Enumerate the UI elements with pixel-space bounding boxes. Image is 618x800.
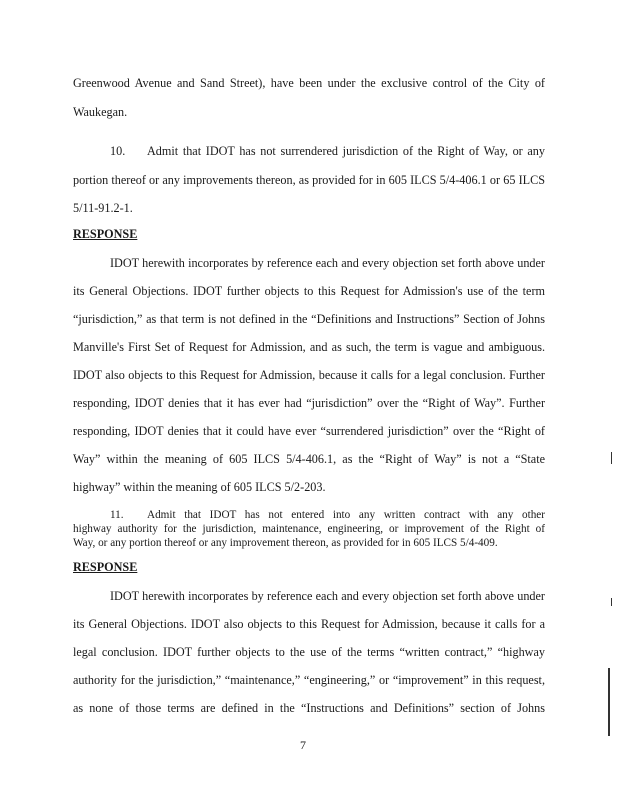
request-number-11: 11. — [110, 509, 124, 521]
body-text-line: Waukegan. — [73, 105, 128, 119]
response-text-line: its General Objections. IDOT further objects to this Request for Admission's use of the term — [73, 284, 545, 298]
request-number-10: 10. — [110, 144, 126, 158]
page-number: 7 — [300, 738, 306, 752]
response-text-line: IDOT herewith incorporates by reference each and every objection set forth above under — [110, 256, 545, 270]
response-text-line: its General Objections. IDOT also objects to this Request for Admission, because it calls for a — [73, 617, 545, 631]
request-11-text: highway authority for the jurisdiction, maintenance, engineering, or improvement of the Right of — [73, 523, 545, 535]
request-10-text: Admit that IDOT has not surrendered jurisdiction of the Right of Way, or any — [147, 144, 545, 158]
response-text-line: as none of those terms are defined in the “Instructions and Definitions” section of Johns — [73, 701, 545, 715]
response-text-line: legal conclusion. IDOT further objects to the use of the terms “written contract,” “highway — [73, 645, 545, 659]
request-10-text: portion thereof or any improvements thereon, as provided for in 605 ILCS 5/4-406.1 or 65 ILCS — [73, 173, 545, 187]
request-10-text: 5/11-91.2-1. — [73, 201, 133, 215]
request-11-text: Admit that IDOT has not entered into any written contract with any other — [147, 509, 545, 521]
response-text-line: IDOT herewith incorporates by reference each and every objection set forth above under — [110, 589, 545, 603]
response-text-line: responding, IDOT denies that it could have ever “surrendered jurisdiction” over the “Right of — [73, 424, 545, 438]
response-heading: RESPONSE — [73, 560, 138, 574]
response-heading: RESPONSE — [73, 227, 138, 241]
scan-margin-mark — [611, 598, 612, 606]
response-text-line: authority for the jurisdiction,” “maintenance,” “engineering,” or “improvement” in this request, — [73, 673, 545, 687]
scan-margin-mark — [608, 668, 610, 736]
response-text-line: highway” within the meaning of 605 ILCS 5/2-203. — [73, 480, 326, 494]
scan-margin-mark — [611, 452, 612, 464]
response-text-line: responding, IDOT denies that it has ever had “jurisdiction” over the “Right of Way”. Further — [73, 396, 545, 410]
body-text-line: Greenwood Avenue and Sand Street), have been under the exclusive control of the City of — [73, 76, 545, 90]
response-text-line: IDOT also objects to this Request for Admission, because it calls for a legal conclusion. Further — [73, 368, 545, 382]
response-text-line: Way” within the meaning of 605 ILCS 5/4-406.1, as the “Right of Way” is not a “State — [73, 452, 545, 466]
request-11-text: Way, or any portion thereof or any improvement thereon, as provided for in 605 ILCS 5/4-409. — [73, 537, 498, 549]
response-text-line: Manville's First Set of Request for Admission, and as such, the term is vague and ambiguous. — [73, 340, 545, 354]
response-text-line: “jurisdiction,” as that term is not defined in the “Definitions and Instructions” Section of Johns — [73, 312, 545, 326]
